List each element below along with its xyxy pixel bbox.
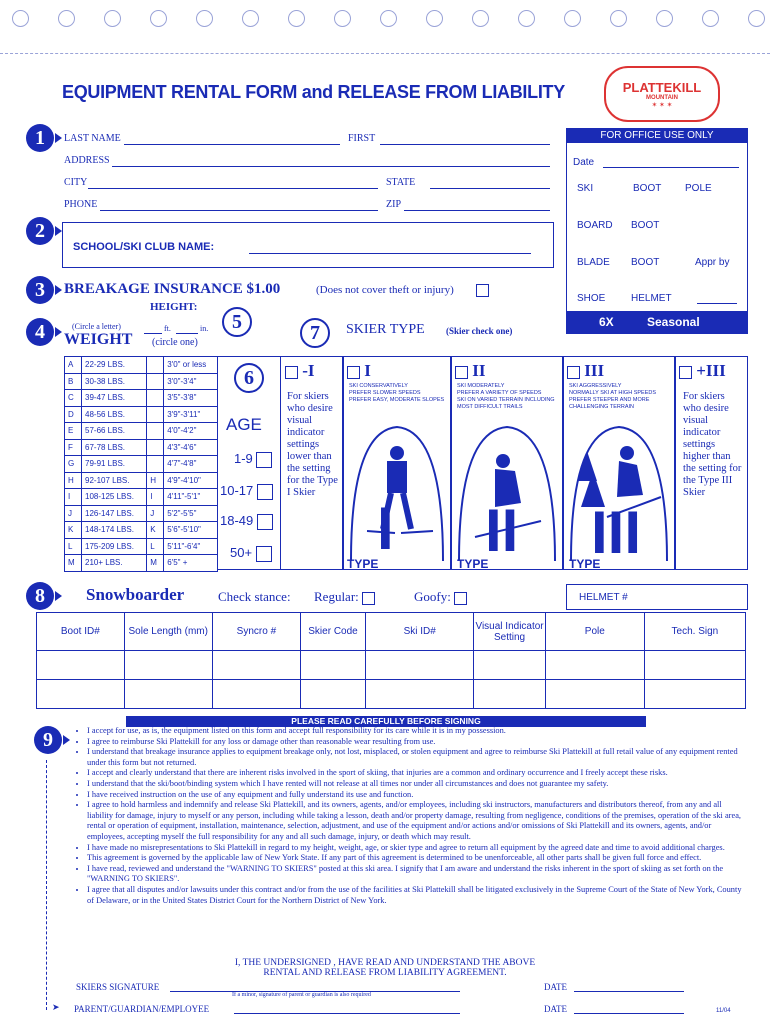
phone-label: PHONE xyxy=(64,199,98,210)
weight-height-table xyxy=(64,356,218,572)
table-row xyxy=(37,651,746,680)
stance-goofy[interactable]: Goofy: xyxy=(414,589,467,605)
skier-type-plus-iii-checkbox[interactable] xyxy=(679,366,692,379)
equipment-table xyxy=(36,612,746,709)
terms-list xyxy=(74,726,747,906)
age-18-49[interactable]: 18-49 xyxy=(220,513,273,530)
col-visual-indicator: Visual Indicator Setting xyxy=(474,613,545,651)
state-field[interactable] xyxy=(430,188,550,189)
col-pole: Pole xyxy=(545,613,644,651)
read-carefully-banner: PLEASE READ CAREFULLY BEFORE SIGNING xyxy=(126,716,646,727)
term-item: • I accept for use, as is, the equipment listed on this form and accept full responsibility for its care while it is in my possession. xyxy=(87,726,747,737)
skier-type-minus-i-desc: For skiers who desire visual indicator settings lower than the setting for the Type I Skier xyxy=(287,391,338,498)
form-title: EQUIPMENT RENTAL FORM and RELEASE FROM LIABILITY xyxy=(62,82,565,102)
state-label: STATE xyxy=(386,177,416,188)
office-board: BOARD xyxy=(577,220,613,231)
skier-type-sub: (Skier check one) xyxy=(446,326,513,336)
scissor-arrow-icon: ➤ xyxy=(52,1002,60,1012)
weight-row[interactable]: A 22-29 LBS. 3'0" or less xyxy=(65,357,218,374)
stance-label: Check stance: xyxy=(218,589,291,604)
date-label: DATE xyxy=(544,982,567,992)
section-8-marker: 8 xyxy=(26,582,54,610)
office-use-header: FOR OFFICE USE ONLY xyxy=(567,129,747,143)
col-boot-id: Boot ID# xyxy=(37,613,125,651)
school-club-field[interactable] xyxy=(249,253,531,254)
weight-row[interactable]: J 126-147 LBS. J 5'2"-5'5" xyxy=(65,505,218,522)
parent-guardian-field[interactable] xyxy=(234,1013,460,1014)
skier-type-plus-iii: +III For skiers who desire visual indicator settings higher than the setting for the Type III Skier xyxy=(674,356,748,570)
weight-label: WEIGHT xyxy=(64,331,133,348)
age-column xyxy=(218,356,281,570)
weight-row[interactable]: D 48-56 LBS. 3'9"-3'11" xyxy=(65,406,218,423)
office-pole: POLE xyxy=(685,183,712,194)
office-ski: SKI xyxy=(577,183,594,194)
closing-line-1: I, THE UNDERSIGNED , HAVE READ AND UNDERSTAND THE ABOVE xyxy=(234,958,536,968)
ft-label: ft. xyxy=(164,324,171,333)
skier-type-i: I SKI CONSERVATIVELY PREFER SLOWER SPEEDS PREFER EASY, MODERATE SLOPES I TYPE xyxy=(342,356,452,570)
svg-text:II: II xyxy=(485,497,519,564)
plattekill-logo: PLATTEKILL MOUNTAIN ✶ ✶ ✶ xyxy=(604,66,720,122)
col-syncro: Syncro # xyxy=(212,613,300,651)
height-in-field[interactable] xyxy=(176,333,198,334)
height-label: HEIGHT: xyxy=(150,301,198,313)
office-date-label: Date xyxy=(573,157,595,168)
office-boot: BOOT xyxy=(633,183,662,194)
weight-row[interactable]: E 57-66 LBS. 4'0"-4'2" xyxy=(65,423,218,440)
term-item: • I have read, reviewed and understand the "WARNING TO SKIERS" posted at this ski area. I signify that I am aware and understand the risks inherent in the sport of skiing as set forth on the "WARNING TO SKIERS". xyxy=(87,864,747,885)
stance-regular[interactable]: Regular: xyxy=(314,589,375,605)
school-club-label: SCHOOL/SKI CLUB NAME: xyxy=(73,241,215,253)
office-blade: BLADE xyxy=(577,257,610,268)
skier-type-iii-illustration xyxy=(567,411,671,567)
weight-row[interactable]: B 30-38 LBS. 3'0"-3'4" xyxy=(65,373,218,390)
col-skier-code: Skier Code xyxy=(301,613,366,651)
table-row xyxy=(37,680,746,709)
weight-row[interactable]: H 92-107 LBS. H 4'9"-4'10" xyxy=(65,472,218,489)
age-10-17[interactable]: 10-17 xyxy=(220,483,273,500)
age-50-plus[interactable]: 50+ xyxy=(230,545,272,562)
col-ski-id: Ski ID# xyxy=(366,613,474,651)
closing-line-2: RENTAL AND RELEASE FROM LIABILITY AGREEMENT. xyxy=(263,968,507,978)
date-field[interactable] xyxy=(574,991,684,992)
col-tech-sign: Tech. Sign xyxy=(644,613,745,651)
section-6-marker: 6 xyxy=(234,363,264,393)
term-item: • This agreement is governed by the applicable law of New York State. If any part of this agreement is determined to be unenforceable, all other parts shall be given full force and effect. xyxy=(87,853,747,864)
term-item: • I understand that the ski/boot/binding system which I have rented will not release at all times nor under all circumstances and does not guarantee my safety. xyxy=(87,779,747,790)
weight-row[interactable]: C 39-47 LBS. 3'5"-3'8" xyxy=(65,390,218,407)
weight-row[interactable]: M 210+ LBS. M 6'5" + xyxy=(65,555,218,572)
section-1-marker: 1 xyxy=(26,124,54,152)
parent-guardian-label: PARENT/GUARDIAN/EMPLOYEE xyxy=(74,1004,210,1014)
zip-label: ZIP xyxy=(386,199,401,210)
svg-text:I: I xyxy=(377,495,394,562)
in-label: in. xyxy=(200,324,209,333)
last-name-label: LAST NAME xyxy=(64,133,121,144)
skier-type-iii: III SKI AGGRESSIVELY NORMALLY SKI AT HIGH SPEEDS PREFER STEEPER AND MORE CHALLENGING TERRAIN III TYPE xyxy=(562,356,676,570)
office-shoe: SHOE xyxy=(577,293,606,304)
circle-letter-note: (Circle a letter) xyxy=(72,322,121,331)
height-ft-field[interactable] xyxy=(144,333,162,334)
office-board-boot: BOOT xyxy=(631,220,660,231)
breakage-insurance-checkbox[interactable] xyxy=(476,284,489,297)
perforation-line xyxy=(0,53,770,54)
term-item: • I agree that all disputes and/or lawsuits under this contract and/or from the use of the facilities at Ski Plattekill shall be litigated exclusively in the Supreme Court of the State of New York, County of Delaware, or in the United States District Court for the Northern District of New York. xyxy=(87,885,747,906)
city-field[interactable] xyxy=(88,188,378,189)
skier-type-label: SKIER TYPE xyxy=(346,322,425,337)
age-label: AGE xyxy=(226,415,262,434)
office-appr-line[interactable] xyxy=(697,303,737,304)
address-field[interactable] xyxy=(112,166,550,167)
office-appr-by: Appr by xyxy=(695,257,730,268)
term-item: • I have made no misrepresentations to Ski Plattekill in regard to my height, weight, age, or skier type and agree to return all equipment by the agreed date and time to avoid additional charges. xyxy=(87,843,747,854)
type-iii-stamp: TYPE xyxy=(569,557,601,571)
helmet-number-box[interactable]: HELMET # xyxy=(566,584,748,610)
col-sole-length: Sole Length (mm) xyxy=(124,613,212,651)
first-name-field[interactable] xyxy=(380,144,550,145)
term-item: • I have received instruction on the use of any equipment and fully understand its use and function. xyxy=(87,790,747,801)
skier-type-ii-checkbox[interactable] xyxy=(455,366,468,379)
skiers-signature-label: SKIERS SIGNATURE xyxy=(76,982,160,992)
first-name-label: FIRST xyxy=(348,133,376,144)
skier-type-ii: II SKI MODERATELY PREFER A VARIETY OF SPEEDS SKI ON VARIED TERRAIN INCLUDING MOST DIFFICULT TRAILS II TYPE xyxy=(450,356,564,570)
cut-line xyxy=(46,760,47,1010)
weight-row[interactable]: L 175-209 LBS. L 5'11"-6'4" xyxy=(65,538,218,555)
office-seasonal: Seasonal xyxy=(647,315,700,329)
school-club-box xyxy=(62,222,554,268)
svg-text:III: III xyxy=(591,499,642,566)
term-item: • I agree to hold harmless and indemnify and release Ski Plattekill, and its owners, agents, and/or employees, including ski instructors, manufacturers and distributors thereof, from any and all liability for damage, injury to myself or any person, including while taking a lesson, death and/or property damage, resulting from negligence, conditions of the premises, operation of the ski area, rental or operation of equipment, installation, maintenance, selection, adjustment, and use of the equipment and/or actions and/or omissions of Ski Plattekill and its owners, agents, and/or employees, accepting myself the full responsibility for any and all such damage, injury, or death which may result. xyxy=(87,800,747,842)
weight-row[interactable]: G 79-91 LBS. 4'7"-4'8" xyxy=(65,456,218,473)
skier-type-iii-checkbox[interactable] xyxy=(567,366,580,379)
form-code: 11/04 xyxy=(716,1008,731,1014)
office-date-field[interactable] xyxy=(603,167,739,168)
term-item: • I accept and clearly understand that there are inherent risks involved in the sport of skiing, that injuries are a common and ordinary occurrence and I freely accept these risks. xyxy=(87,768,747,779)
skier-type-minus-i: -I For skiers who desire visual indicator settings lower than the setting for the Type I Skier xyxy=(280,356,344,570)
breakage-insurance-label: BREAKAGE INSURANCE $1.00 xyxy=(64,281,281,297)
star-icons: ✶ ✶ ✶ xyxy=(651,101,673,109)
section-2-marker: 2 xyxy=(26,217,54,245)
office-blade-boot: BOOT xyxy=(631,257,660,268)
address-label: ADDRESS xyxy=(64,155,110,166)
minor-note: If a minor, signature of parent or guardian is also required xyxy=(232,992,371,998)
section-3-marker: 3 xyxy=(26,276,54,304)
term-item: • I understand that breakage insurance applies to equipment breakage only, not lost, misplaced, or stolen equipment and agree to reimburse Ski Plattekill at full retail value of any equipment rented under this form but not returned. xyxy=(87,747,747,768)
skier-type-minus-i-checkbox[interactable] xyxy=(285,366,298,379)
age-1-9[interactable]: 1-9 xyxy=(234,451,272,468)
date2-label: DATE xyxy=(544,1004,567,1014)
weight-row[interactable]: F 67-78 LBS. 4'3"-4'6" xyxy=(65,439,218,456)
skier-type-plus-iii-desc: For skiers who desire visual indicator settings higher than the setting for the Type III Skier xyxy=(683,391,742,498)
snowboarder-label: Snowboarder xyxy=(86,585,185,604)
date2-field[interactable] xyxy=(574,1013,684,1014)
weight-row[interactable]: I 108-125 LBS. I 4'11"-5'1" xyxy=(65,489,218,506)
skier-type-ii-illustration xyxy=(455,411,559,567)
city-label: CITY xyxy=(64,177,88,188)
skier-type-i-checkbox[interactable] xyxy=(347,366,360,379)
section-4-marker: 4 xyxy=(26,318,54,346)
skier-type-i-illustration xyxy=(347,411,447,567)
type-ii-stamp: TYPE xyxy=(457,557,489,571)
zip-field[interactable] xyxy=(404,210,550,211)
weight-row[interactable]: K 148-174 LBS. K 5'6"-5'10" xyxy=(65,522,218,539)
office-helmet: HELMET xyxy=(631,293,672,304)
section-5-marker: 5 xyxy=(222,307,252,337)
type-i-stamp: TYPE xyxy=(347,557,379,571)
office-6x: 6X xyxy=(599,315,614,329)
term-item: • I agree to reimburse Ski Plattekill for any loss or damage other than reasonable wear resulting from use. xyxy=(87,737,747,748)
circle-one-note: (circle one) xyxy=(152,337,198,348)
section-9-marker: 9 xyxy=(34,726,62,754)
office-use-box xyxy=(566,128,748,334)
section-7-marker: 7 xyxy=(300,318,330,348)
breakage-insurance-note: (Does not cover theft or injury) xyxy=(316,284,454,296)
phone-field[interactable] xyxy=(100,210,378,211)
last-name-field[interactable] xyxy=(124,144,340,145)
